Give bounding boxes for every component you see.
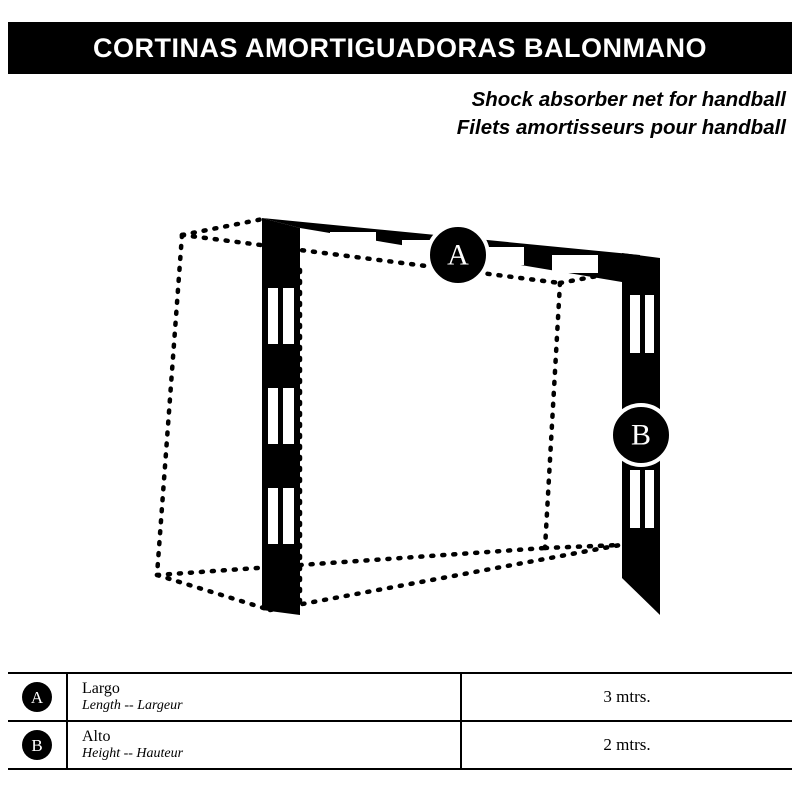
callout-b-label: B — [630, 418, 652, 452]
row-value: 2 mtrs. — [603, 735, 651, 754]
subtitle-group — [457, 86, 786, 142]
row-badge-cell — [8, 674, 68, 720]
page-title: CORTINAS AMORTIGUADORAS BALONMANO — [93, 32, 707, 63]
row-label-cell — [68, 722, 462, 768]
goal-frame-left-post — [262, 218, 300, 615]
spec-table — [8, 672, 792, 770]
row-badge-cell — [8, 722, 68, 768]
row-label-translations: Length -- Largeur — [82, 698, 183, 713]
table-row — [8, 674, 792, 722]
row-label-translations: Height -- Hauteur — [82, 746, 184, 761]
callout-b — [611, 405, 671, 465]
callout-a — [428, 225, 488, 285]
row-label-cell — [68, 674, 462, 720]
page-title-bar — [8, 22, 792, 74]
row-value: 3 mtrs. — [603, 687, 651, 706]
row-label-es: Largo — [82, 680, 120, 697]
handball-goal-illustration — [0, 170, 800, 660]
subtitle-french: Filets amortisseurs pour handball — [456, 116, 786, 139]
net-lines — [157, 218, 640, 610]
callout-a-label: A — [447, 238, 469, 272]
row-label-es: Alto — [82, 728, 111, 745]
subtitle-english: Shock absorber net for handball — [471, 88, 786, 111]
status-badge: A — [22, 682, 52, 712]
table-row — [8, 722, 792, 768]
status-badge: B — [22, 730, 52, 760]
